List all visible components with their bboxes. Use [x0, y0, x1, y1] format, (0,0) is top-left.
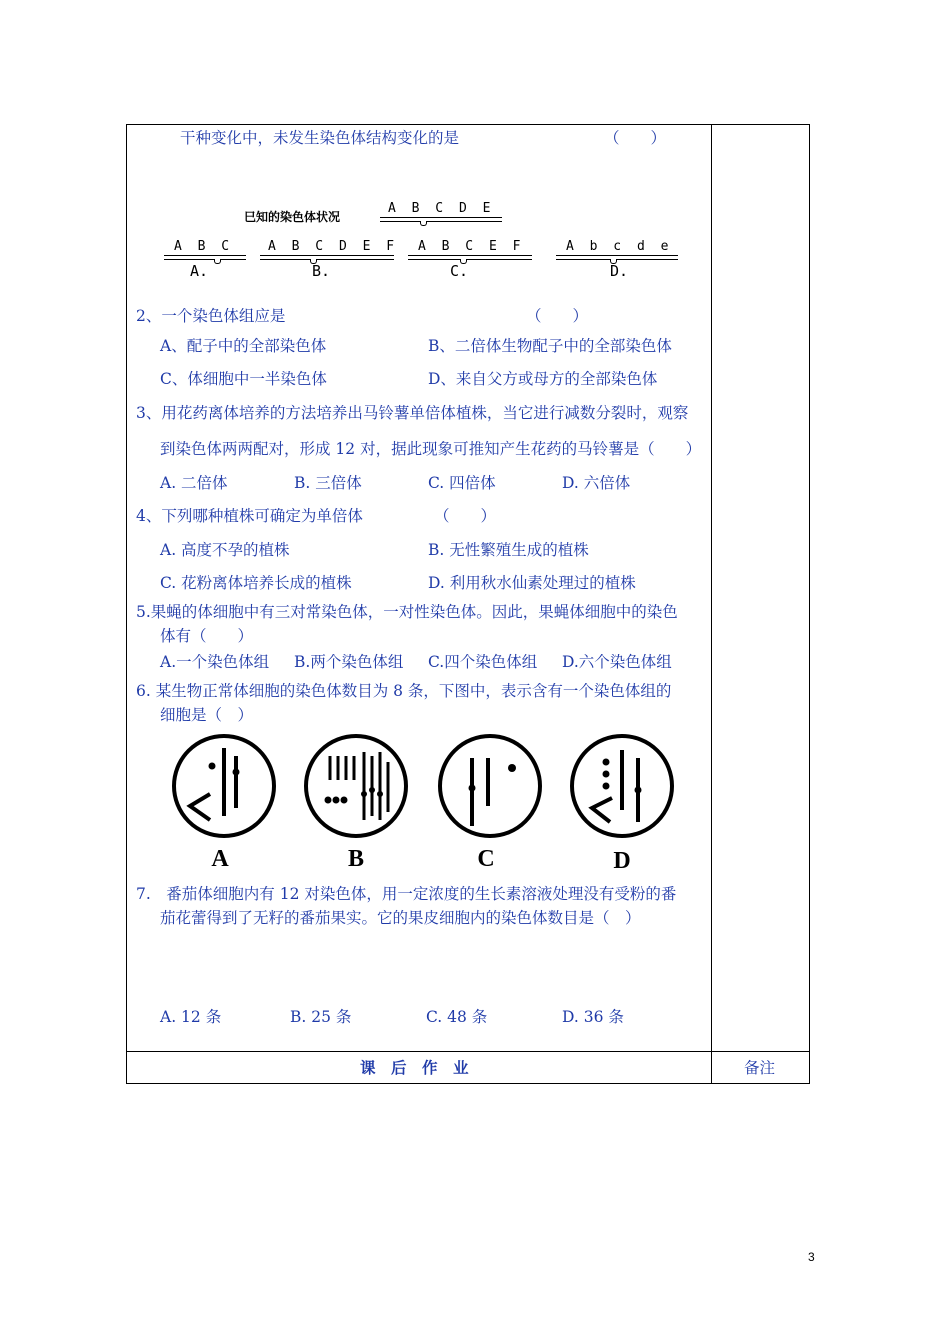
q1-option-a-label: A. [190, 262, 209, 280]
q1-option-b-label: B. [312, 262, 331, 280]
q3-option-c: C. 四倍体 [428, 474, 496, 492]
cell-a [174, 736, 274, 836]
q2-option-a: A、配子中的全部染色体 [160, 337, 327, 355]
q4-option-b: B. 无性繁殖生成的植株 [428, 541, 589, 559]
cell-b [306, 736, 406, 836]
homework-heading: 课 后 作 业 [360, 1058, 469, 1077]
q1-option-c-chromosome [408, 240, 532, 262]
q2-option-c: C、体细胞中一半染色体 [160, 370, 327, 388]
cell-d [572, 736, 672, 836]
q4-option-c: C. 花粉离体培养长成的植株 [160, 574, 352, 592]
notes-column-divider [711, 124, 712, 1084]
q5-option-c: C.四个染色体组 [428, 653, 538, 671]
q1-stem: 干种变化中，未发生染色体结构变化的是 [180, 129, 460, 147]
q6-stem-line2: 细胞是（ ） [160, 706, 254, 724]
q3-option-d: D. 六倍体 [562, 474, 631, 492]
q1-option-d-label: D. [610, 262, 629, 280]
q1-option-d-letters: A b c d e [566, 239, 673, 254]
q4-stem: 4、下列哪种植株可确定为单倍体 [136, 507, 363, 525]
q3-option-a: A. 二倍体 [160, 474, 228, 492]
cell-label-d: D [613, 848, 631, 874]
q5-option-a: A.一个染色体组 [160, 653, 270, 671]
notes-heading: 备注 [744, 1059, 776, 1077]
q1-known-chromosome [380, 202, 502, 224]
q4-option-d: D. 利用秋水仙素处理过的植株 [428, 574, 636, 592]
q1-known-letters: A B C D E [388, 201, 495, 216]
q1-option-d-chromosome [556, 240, 678, 262]
q2-option-b: B、二倍体生物配子中的全部染色体 [428, 337, 672, 355]
q5-stem-line2: 体有（ ） [160, 627, 254, 645]
q5-option-d: D.六个染色体组 [562, 653, 672, 671]
q4-option-a: A. 高度不孕的植株 [160, 541, 290, 559]
q3-option-b: B. 三倍体 [294, 474, 362, 492]
q1-option-a-chromosome [164, 240, 246, 262]
cell-c [440, 736, 540, 836]
q5-option-b: B.两个染色体组 [294, 653, 404, 671]
q7-option-d: D. 36 条 [562, 1008, 624, 1026]
cell-label-c: C [477, 846, 495, 872]
footer-row-divider [126, 1051, 810, 1052]
q1-paren: （ ） [604, 129, 667, 147]
q1-option-c-letters: A B C E F [418, 239, 525, 254]
q1-known-label: 巳知的染色体状况 [244, 210, 341, 224]
q2-option-d: D、来自父方或母方的全部染色体 [428, 370, 658, 388]
page-number: 3 [808, 1250, 815, 1264]
q7-option-c: C. 48 条 [426, 1008, 488, 1026]
q5-stem-line1: 5.果蝇的体细胞中有三对常染色体，一对性染色体。因此，果蝇体细胞中的染色 [136, 603, 678, 621]
q7-option-b: B. 25 条 [290, 1008, 352, 1026]
q1-option-c-label: C. [450, 262, 469, 280]
q6-cell-diagrams [164, 734, 684, 874]
q1-option-b-chromosome [260, 239, 399, 262]
cell-label-a: A [211, 846, 229, 872]
q6-stem-line1: 6. 某生物正常体细胞的染色体数目为 8 条，下图中，表示含有一个染色体组的 [136, 682, 672, 700]
q7-stem-line2: 茄花蕾得到了无籽的番茄果实。它的果皮细胞内的染色体数目是（ ） [160, 909, 641, 927]
q1-option-a-letters: A B C [174, 239, 234, 254]
q7-stem-line1: 7. 番茄体细胞内有 12 对染色体，用一定浓度的生长素溶液处理没有受粉的番 [136, 885, 677, 903]
q4-paren: （ ） [434, 507, 497, 525]
q2-stem: 2、一个染色体组应是 [136, 307, 286, 325]
q2-paren: （ ） [526, 307, 589, 325]
q3-stem-line1: 3、用花药离体培养的方法培养出马铃薯单倍体植株，当它进行减数分裂时，观察 [136, 404, 689, 422]
q3-stem-line2: 到染色体两两配对，形成 12 对，据此现象可推知产生花药的马铃薯是（ ） [160, 440, 702, 458]
cell-label-b: B [347, 846, 365, 872]
q1-option-b-letters: A B C D E F [268, 239, 399, 254]
q7-option-a: A. 12 条 [160, 1008, 222, 1026]
